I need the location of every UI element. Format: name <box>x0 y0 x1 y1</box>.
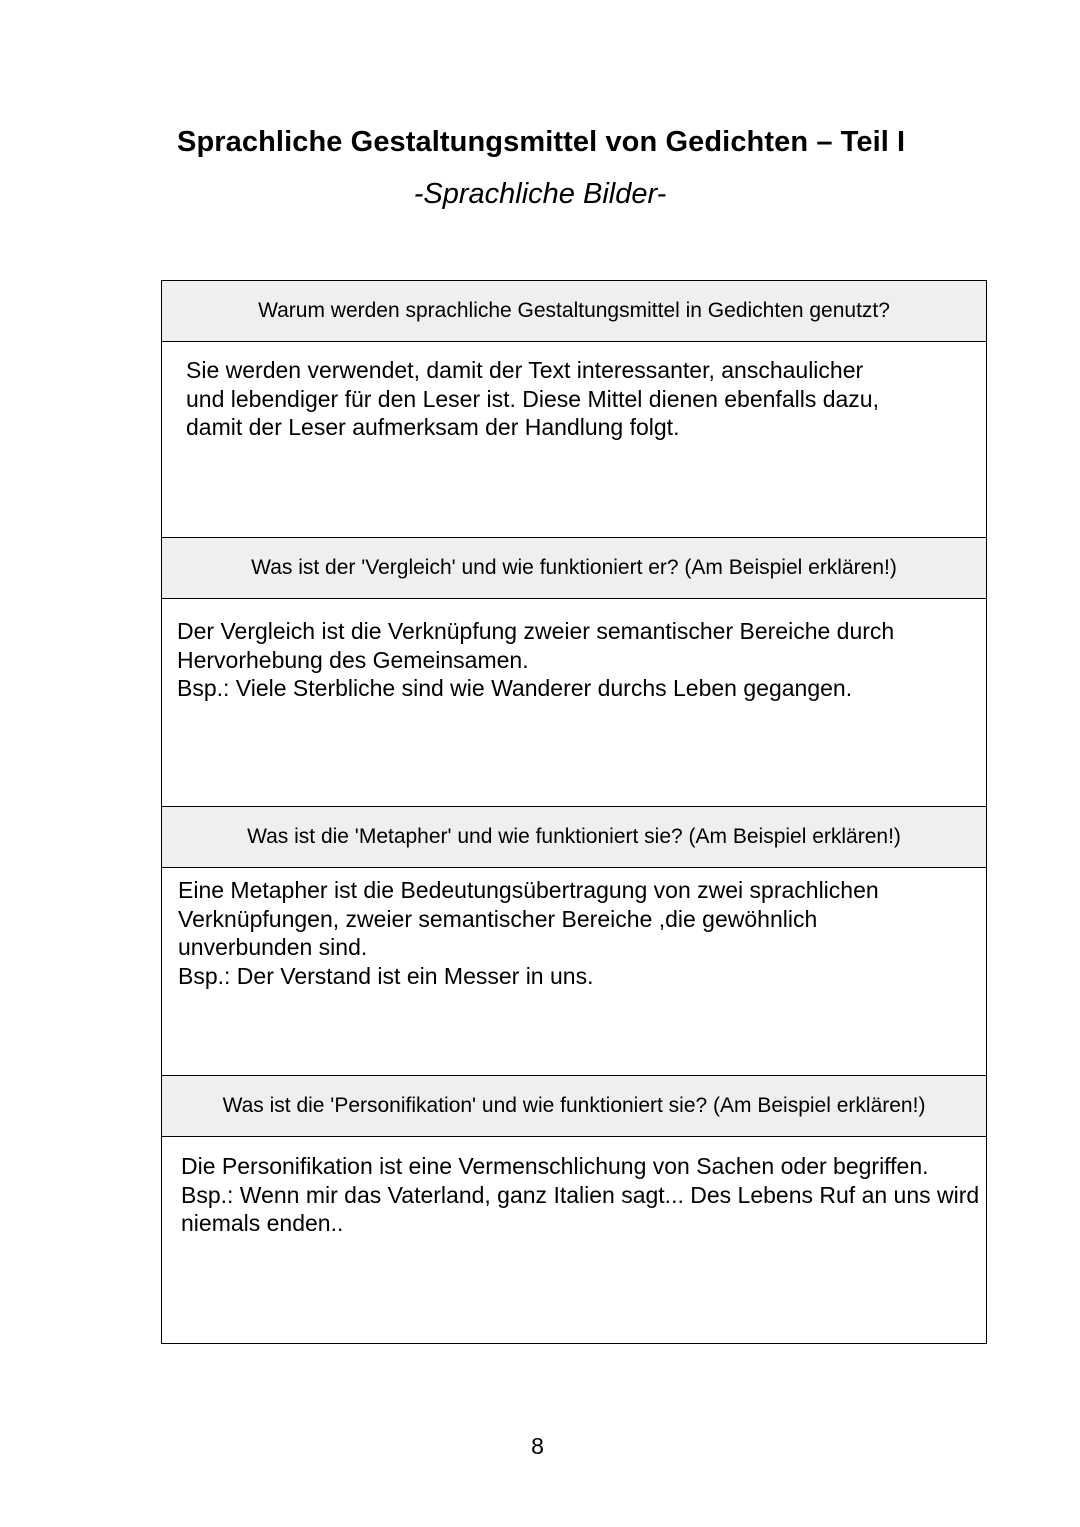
question-header-1: Warum werden sprachliche Gestaltungsmittel in Gedichten genutzt? <box>162 281 986 342</box>
answer-text-3: Eine Metapher ist die Bedeutungsübertragung von zwei sprachlichen Verknüpfungen, zweier semantischer Bereiche ,die gewöhnlich unverbunden sind. Bsp.: Der Verstand ist ein Messer in uns. <box>178 877 879 989</box>
question-header-2: Was ist der 'Vergleich' und wie funktioniert er? (Am Beispiel erklären!) <box>162 537 986 599</box>
page-title: Sprachliche Gestaltungsmittel von Gedichten – Teil I <box>177 126 906 158</box>
page-subtitle: -Sprachliche Bilder- <box>413 178 667 210</box>
answer-text-4: Die Personifikation ist eine Vermenschlichung von Sachen oder begriffen. Bsp.: Wenn mir das Vaterland, ganz Italien sagt... Des Lebens Ruf an uns wird niemals enden.. <box>181 1153 980 1236</box>
question-header-3: Was ist die 'Metapher' und wie funktioniert sie? (Am Beispiel erklären!) <box>162 806 986 868</box>
worksheet-table <box>161 280 987 1344</box>
answer-text-1: Sie werden verwendet, damit der Text interessanter, anschaulicher und lebendiger für den Leser ist. Diese Mittel dienen ebenfalls dazu, damit der Leser aufmerksam der Handlung folgt. <box>186 357 879 440</box>
answer-text-2: Der Vergleich ist die Verknüpfung zweier semantischer Bereiche durch Hervorhebung des Gemeinsamen. Bsp.: Viele Sterbliche sind wie Wanderer durchs Leben gegangen. <box>177 618 895 701</box>
page-number: 8 <box>531 1433 544 1459</box>
question-header-4: Was ist die 'Personifikation' und wie funktioniert sie? (Am Beispiel erklären!) <box>162 1075 986 1137</box>
